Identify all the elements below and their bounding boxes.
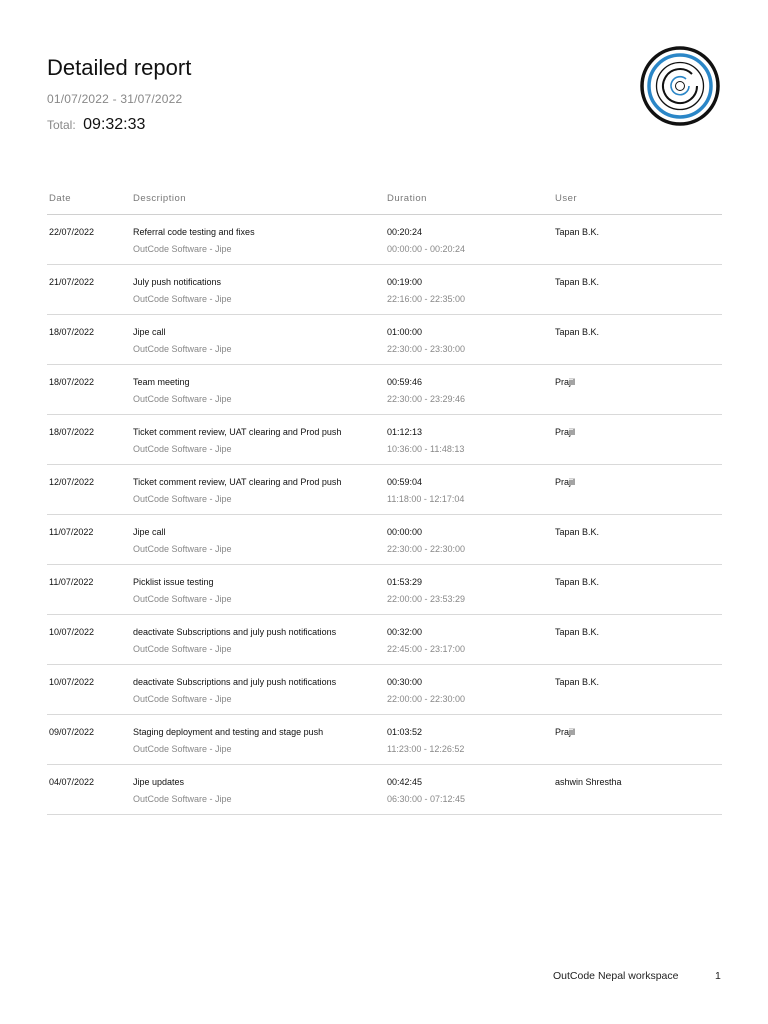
row-date: 09/07/2022 [49,727,95,737]
row-project: OutCode Software - Jipe [133,244,232,254]
row-time-span: 22:45:00 - 23:17:00 [387,644,466,654]
row-description: Referral code testing and fixes [133,227,255,237]
row-user: Tapan B.K. [555,227,600,237]
row-date: 18/07/2022 [49,327,95,337]
total [47,116,145,134]
row-description: Ticket comment review, UAT clearing and Prod push [133,477,342,487]
table-row [47,665,722,715]
table-row [47,415,722,465]
row-user: Tapan B.K. [555,577,600,587]
row-description: Picklist issue testing [133,577,214,587]
table-row [47,765,722,815]
table-row [47,215,722,265]
row-duration: 00:59:46 [387,377,423,387]
row-time-span: 22:30:00 - 23:29:46 [387,394,466,404]
row-project: OutCode Software - Jipe [133,394,232,404]
row-date: 18/07/2022 [49,377,95,387]
row-time-span: 00:00:00 - 00:20:24 [387,244,466,254]
table-row [47,515,722,565]
row-date: 04/07/2022 [49,777,95,787]
row-description: July push notifications [133,277,222,287]
row-project: OutCode Software - Jipe [133,694,232,704]
row-duration: 00:59:04 [387,477,423,487]
row-duration: 00:32:00 [387,627,423,637]
row-user: ashwin Shrestha [555,777,622,787]
row-user: Prajil [555,477,576,487]
row-duration: 01:00:00 [387,327,423,337]
row-time-span: 11:18:00 - 12:17:04 [387,494,465,504]
row-date: 11/07/2022 [49,527,94,537]
row-duration: 01:03:52 [387,727,423,737]
row-time-span: 06:30:00 - 07:12:45 [387,794,466,804]
table-row [47,615,722,665]
row-time-span: 22:00:00 - 23:53:29 [387,594,466,604]
row-time-span: 22:30:00 - 23:30:00 [387,344,466,354]
row-project: OutCode Software - Jipe [133,544,232,554]
report-title: Detailed report [47,55,192,80]
row-date: 12/07/2022 [49,477,95,487]
header-duration: Duration [387,193,427,204]
row-description: Team meeting [133,377,190,387]
row-duration: 00:20:24 [387,227,423,237]
table-row [47,565,722,615]
total-label: Total: [47,118,76,132]
row-project: OutCode Software - Jipe [133,494,232,504]
row-user: Prajil [555,427,576,437]
row-duration: 01:12:13 [387,427,423,437]
table-row [47,465,722,515]
header-user: User [555,193,578,204]
header-description: Description [133,193,187,204]
row-duration: 00:00:00 [387,527,423,537]
header-date: Date [49,193,72,204]
total-value: 09:32:33 [83,116,146,133]
row-project: OutCode Software - Jipe [133,644,232,654]
row-user: Tapan B.K. [555,327,600,337]
row-user: Tapan B.K. [555,677,600,687]
row-project: OutCode Software - Jipe [133,344,232,354]
table-row [47,715,722,765]
row-user: Prajil [555,727,576,737]
row-description: Ticket comment review, UAT clearing and Prod push [133,427,342,437]
row-duration: 00:42:45 [387,777,423,787]
row-duration: 00:19:00 [387,277,423,287]
row-date: 11/07/2022 [49,577,94,587]
row-user: Tapan B.K. [555,527,600,537]
table-row [47,265,722,315]
row-time-span: 22:30:00 - 22:30:00 [387,544,466,554]
row-time-span: 10:36:00 - 11:48:13 [387,444,465,454]
row-project: OutCode Software - Jipe [133,294,232,304]
row-date: 10/07/2022 [49,677,95,687]
row-user: Tapan B.K. [555,627,600,637]
row-user: Tapan B.K. [555,277,600,287]
row-date: 22/07/2022 [49,227,95,237]
row-date: 18/07/2022 [49,427,95,437]
footer-workspace: OutCode Nepal workspace [553,970,679,982]
date-range: 01/07/2022 - 31/07/2022 [47,92,183,106]
row-duration: 01:53:29 [387,577,423,587]
row-description: Jipe updates [133,777,185,787]
row-project: OutCode Software - Jipe [133,594,232,604]
row-description: Jipe call [133,527,166,537]
report-table [47,190,722,815]
row-time-span: 22:00:00 - 22:30:00 [387,694,466,704]
footer-page-number: 1 [715,970,721,982]
row-date: 10/07/2022 [49,627,95,637]
row-description: deactivate Subscriptions and july push notifications [133,627,337,637]
row-description: Staging deployment and testing and stage push [133,727,324,737]
table-header [47,190,722,215]
table-row [47,365,722,415]
row-time-span: 22:16:00 - 22:35:00 [387,294,466,304]
row-duration: 00:30:00 [387,677,423,687]
row-date: 21/07/2022 [49,277,95,287]
row-project: OutCode Software - Jipe [133,744,232,754]
row-project: OutCode Software - Jipe [133,444,232,454]
row-description: Jipe call [133,327,166,337]
row-description: deactivate Subscriptions and july push notifications [133,677,337,687]
table-row [47,315,722,365]
row-project: OutCode Software - Jipe [133,794,232,804]
row-user: Prajil [555,377,576,387]
row-time-span: 11:23:00 - 12:26:52 [387,744,465,754]
outcode-logo-icon [639,45,721,127]
